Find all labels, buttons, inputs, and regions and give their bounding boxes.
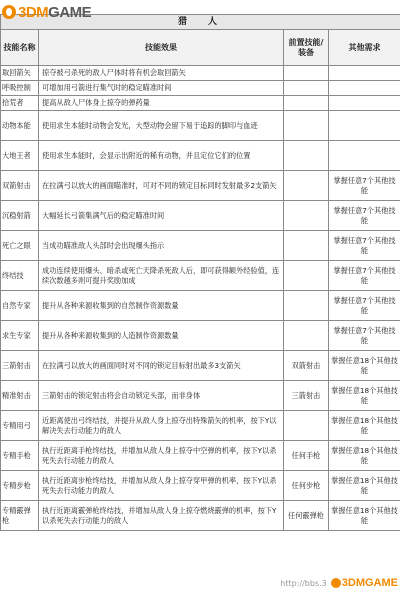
- skill-effect-cell: 执行近距离霰弹枪终结技，并增加从敌人身上掠夺燃烧霰弹的机率，按下Y以杀死失去行动能力的敌人: [39, 501, 284, 531]
- skill-effect-cell: 执行近距离步枪终结技，并增加从敌人身上掠夺穿甲弹的机率，按下Y以杀死失去行动能力的敌人: [39, 471, 284, 501]
- skill-name-cell: 专精霰弹枪: [1, 501, 39, 531]
- header-prerequisite: 前置技能/装备: [284, 30, 329, 66]
- table-row: [1, 141, 400, 171]
- table-row: [1, 231, 400, 261]
- skill-name-cell: 专精用弓: [1, 411, 39, 441]
- skill-effect-cell: 掠夺被弓杀死的敌人尸体时将有机会取回箭矢: [39, 66, 284, 81]
- table-row: [1, 171, 400, 201]
- skill-name-cell: 取回箭矢: [1, 66, 39, 81]
- skill-effect-cell: 大幅延长弓箭集满气后的稳定瞄准时间: [39, 201, 284, 231]
- prerequisite-cell: 双箭射击: [284, 351, 329, 381]
- table-row: [1, 351, 400, 381]
- header-skill-effect: 技能效果: [39, 30, 284, 66]
- watermark-brand: 3DMGAME: [341, 577, 398, 589]
- table-row: [1, 111, 400, 141]
- skill-name-cell: 专精步枪: [1, 471, 39, 501]
- skill-name-cell: 自然专家: [1, 291, 39, 321]
- skill-name-cell: 死亡之眼: [1, 231, 39, 261]
- skill-name-cell: 呼吸控制: [1, 81, 39, 96]
- other-requirement-cell: [329, 96, 400, 111]
- table-row: [1, 471, 400, 501]
- watermark-url: http://bbs.3: [280, 578, 327, 588]
- prerequisite-cell: 任何霰弹枪: [284, 501, 329, 531]
- prerequisite-cell: [284, 96, 329, 111]
- other-requirement-cell: 掌握任意18个其他技能: [329, 471, 400, 501]
- skill-effect-cell: 执行近距离手枪终结技，并增加从敌人身上掠夺中空弹的机率，按下Y以杀死失去行动能力的敌人: [39, 441, 284, 471]
- table-header-row: [1, 30, 400, 66]
- prerequisite-cell: [284, 66, 329, 81]
- skill-effect-cell: 使用求生本能时，会显示出附近的稀有动物，并且定位它们的位置: [39, 141, 284, 171]
- skill-name-cell: 专精手枪: [1, 441, 39, 471]
- prerequisite-cell: [284, 321, 329, 351]
- table-row: [1, 441, 400, 471]
- prerequisite-cell: [284, 291, 329, 321]
- prerequisite-cell: [284, 261, 329, 291]
- watermark: [280, 577, 398, 589]
- table-row: [1, 66, 400, 81]
- other-requirement-cell: [329, 66, 400, 81]
- prerequisite-cell: [284, 411, 329, 441]
- skill-effect-cell: 提高从敌人尸体身上掠夺的弹药量: [39, 96, 284, 111]
- prerequisite-cell: 任何手枪: [284, 441, 329, 471]
- skill-effect-cell: 当成功瞄准敌人头部时会出现爆头指示: [39, 231, 284, 261]
- prerequisite-cell: [284, 231, 329, 261]
- other-requirement-cell: [329, 111, 400, 141]
- header-other-requirements: 其他需求: [329, 30, 400, 66]
- other-requirement-cell: 掌握任意18个其他技能: [329, 411, 400, 441]
- skill-name-cell: 终结技: [1, 261, 39, 291]
- prerequisite-cell: [284, 141, 329, 171]
- skill-name-cell: 求生专家: [1, 321, 39, 351]
- other-requirement-cell: 掌握任意18个其他技能: [329, 381, 400, 411]
- skill-effect-cell: 近距离使出弓终结技，并提升从敌人身上掠夺出特殊箭矢的机率，按下Y以解决失去行动能力的敌人: [39, 411, 284, 441]
- logo-text: 3DMGAME: [18, 3, 92, 21]
- skill-name-cell: 双箭射击: [1, 171, 39, 201]
- other-requirement-cell: [329, 141, 400, 171]
- other-requirement-cell: 掌握任意7个其他技能: [329, 231, 400, 261]
- prerequisite-cell: [284, 171, 329, 201]
- other-requirement-cell: 掌握任意7个其他技能: [329, 291, 400, 321]
- logo-mark-icon: [2, 5, 16, 19]
- site-logo: [2, 2, 91, 22]
- prerequisite-cell: 三箭射击: [284, 381, 329, 411]
- other-requirement-cell: 掌握任意7个其他技能: [329, 201, 400, 231]
- table-title: 猎 人: [1, 15, 400, 30]
- table-row: [1, 291, 400, 321]
- skill-effect-cell: 三箭射击的锁定射击将会自动锁定头部，而非身体: [39, 381, 284, 411]
- skill-effect-cell: 提升从各种来源收集到的自然制作资源数量: [39, 291, 284, 321]
- skill-name-cell: 大地王者: [1, 141, 39, 171]
- prerequisite-cell: [284, 111, 329, 141]
- skill-name-cell: 三箭射击: [1, 351, 39, 381]
- prerequisite-cell: [284, 201, 329, 231]
- other-requirement-cell: 掌握任意18个其他技能: [329, 441, 400, 471]
- skill-name-cell: 拾荒者: [1, 96, 39, 111]
- table-row: [1, 411, 400, 441]
- table-row: [1, 321, 400, 351]
- skill-effect-cell: 成功连续使用爆头、暗杀或死亡天降杀死敌人后，即可获得额外经验值，连续次数越多则可提升奖励加成: [39, 261, 284, 291]
- other-requirement-cell: 掌握任意7个其他技能: [329, 321, 400, 351]
- skill-effect-cell: 可增加用弓箭进行集气时的稳定瞄准时间: [39, 81, 284, 96]
- other-requirement-cell: 掌握任意7个其他技能: [329, 261, 400, 291]
- skill-table: [0, 14, 400, 531]
- skill-name-cell: 动物本能: [1, 111, 39, 141]
- header-skill-name: 技能名称: [1, 30, 39, 66]
- prerequisite-cell: [284, 81, 329, 96]
- other-requirement-cell: 掌握任意18个其他技能: [329, 351, 400, 381]
- skill-effect-cell: 提升从各种来源收集到的人造制作资源数量: [39, 321, 284, 351]
- watermark-logo-icon: [331, 578, 341, 588]
- skill-effect-cell: 在拉满弓以放大的画面瞄准时，可对不同的锁定目标同时发射最多2支箭矢: [39, 171, 284, 201]
- table-row: [1, 381, 400, 411]
- table-row: [1, 201, 400, 231]
- table-row: [1, 81, 400, 96]
- table-row: [1, 501, 400, 531]
- skill-name-cell: 精准射击: [1, 381, 39, 411]
- skill-effect-cell: 在拉满弓以放大的画面同时对不同的锁定目标射出最多3支箭矢: [39, 351, 284, 381]
- table-row: [1, 261, 400, 291]
- skill-effect-cell: 使用求生本能时动物会发光，大型动物会留下易于追踪的脚印与血迹: [39, 111, 284, 141]
- other-requirement-cell: 掌握任意18个其他技能: [329, 501, 400, 531]
- other-requirement-cell: [329, 81, 400, 96]
- skill-name-cell: 沉稳射箭: [1, 201, 39, 231]
- table-row: [1, 96, 400, 111]
- other-requirement-cell: 掌握任意7个其他技能: [329, 171, 400, 201]
- prerequisite-cell: 任何步枪: [284, 471, 329, 501]
